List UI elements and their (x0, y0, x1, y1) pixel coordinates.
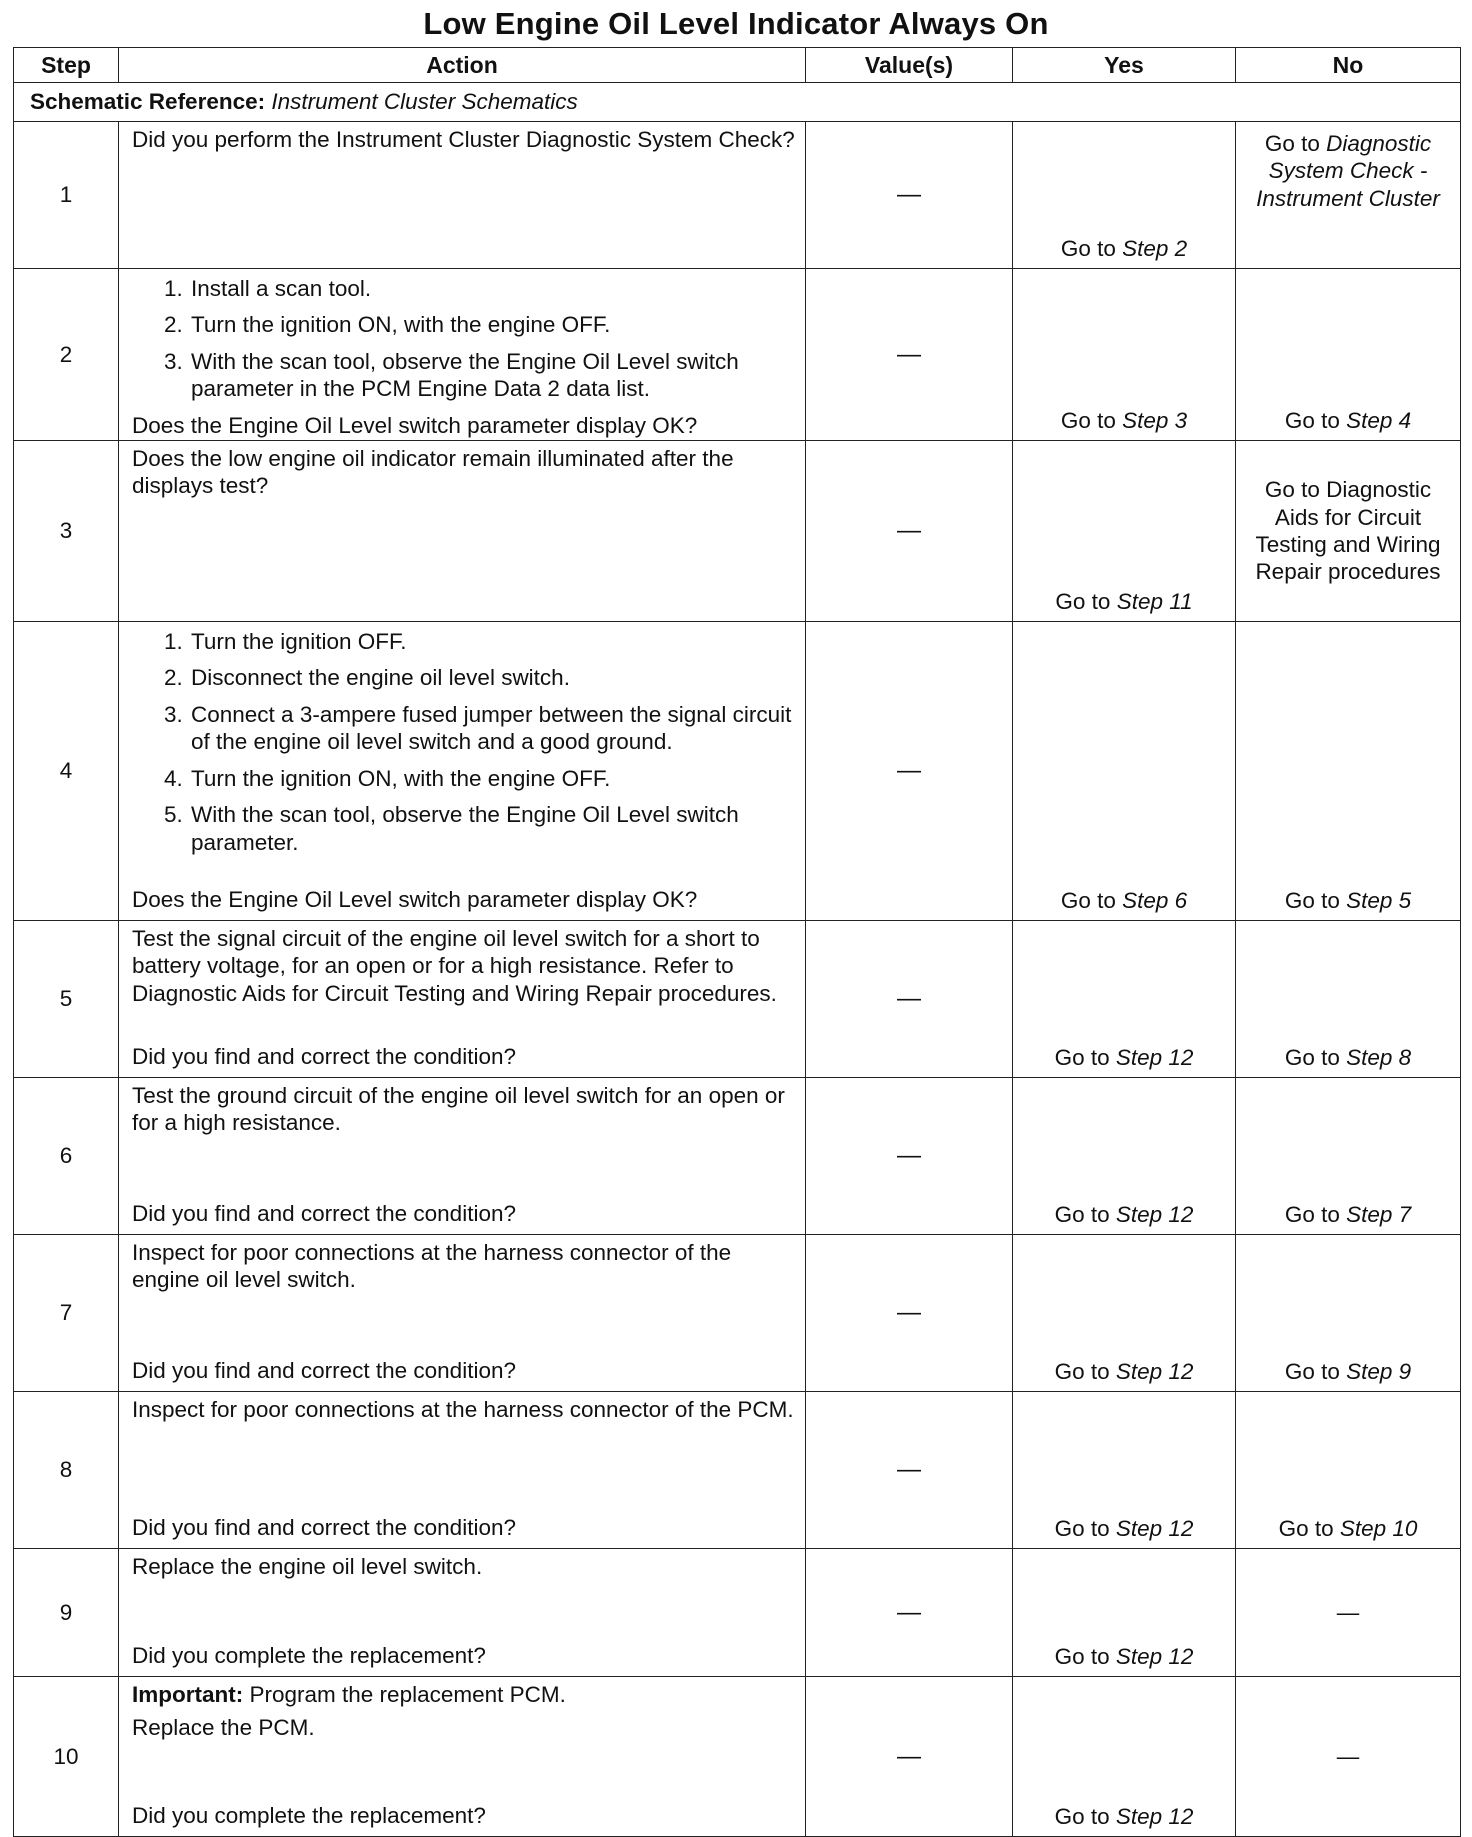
action-question: Did you find and correct the condition? (132, 1200, 516, 1226)
yes-cell (1013, 1392, 1236, 1549)
yes-prefix: Go to (1054, 1515, 1116, 1541)
yes-prefix: Go to (1054, 1643, 1116, 1669)
substep-item: 2. Disconnect the engine oil level switch. (189, 664, 795, 691)
action-cell (119, 921, 806, 1078)
yes-prefix: Go to (1054, 1358, 1116, 1384)
schematic-reference-row (14, 83, 1461, 122)
step-number: 3 (14, 441, 119, 622)
no-prefix: Go to (1284, 1358, 1347, 1384)
no-step-link[interactable]: Step 7 (1346, 1201, 1412, 1227)
important-note (132, 1681, 795, 1708)
diagnostic-table (13, 47, 1461, 1837)
table-row (14, 269, 1461, 441)
action-cell (119, 269, 806, 441)
step-number: 2 (14, 269, 119, 441)
important-text: Program the replacement PCM. (243, 1682, 566, 1707)
action-cell (119, 441, 806, 622)
action-text: Does the low engine oil indicator remain illuminated after the displays test? (132, 446, 734, 499)
no-step-link[interactable]: Step 4 (1346, 407, 1412, 433)
action-question: Does the Engine Oil Level switch parameter display OK? (132, 886, 698, 912)
substep-item: 5. With the scan tool, observe the Engine Oil Level switch parameter. (189, 801, 795, 856)
yes-cell (1013, 921, 1236, 1078)
yes-prefix: Go to (1060, 407, 1123, 433)
value-cell: — (806, 1549, 1013, 1677)
no-prefix: Go to (1284, 1044, 1347, 1070)
step-number: 10 (14, 1677, 119, 1837)
action-cell (119, 1235, 806, 1392)
substep-item: 2. Turn the ignition ON, with the engine OFF. (189, 311, 795, 338)
yes-step-link[interactable]: Step 12 (1115, 1643, 1194, 1669)
no-prefix: Go to (1284, 407, 1347, 433)
value-cell: — (806, 1677, 1013, 1837)
no-step-link[interactable]: Diagnostic System Check - Instrument Cluster (1256, 131, 1440, 211)
table-row (14, 1677, 1461, 1837)
yes-prefix: Go to (1054, 1044, 1116, 1070)
value-cell: — (806, 269, 1013, 441)
schematic-reference-link[interactable]: Instrument Cluster Schematics (271, 89, 578, 115)
yes-step-link[interactable]: Step 12 (1115, 1044, 1194, 1070)
no-cell (1236, 1078, 1461, 1235)
action-question: Did you complete the replacement? (132, 1802, 486, 1828)
no-cell (1236, 441, 1461, 622)
schematic-reference-label: Schematic Reference: (30, 89, 266, 115)
step-number: 1 (14, 122, 119, 269)
action-question: Did you find and correct the condition? (132, 1043, 516, 1069)
substep-item: 1. Install a scan tool. (189, 275, 795, 302)
header-step: Step (14, 48, 119, 83)
action-text: Replace the engine oil level switch. (132, 1554, 483, 1579)
no-step-link[interactable]: Step 5 (1346, 887, 1412, 913)
action-text: Inspect for poor connections at the harness connector of the engine oil level switch. (132, 1240, 732, 1293)
yes-prefix: Go to (1060, 235, 1123, 261)
no-cell (1236, 921, 1461, 1078)
action-text: Inspect for poor connections at the harness connector of the PCM. (132, 1397, 794, 1422)
action-text: Replace the PCM. (132, 1715, 315, 1741)
table-row (14, 622, 1461, 921)
yes-cell (1013, 1677, 1236, 1837)
value-cell: — (806, 622, 1013, 921)
header-no: No (1236, 48, 1461, 83)
yes-prefix: Go to (1054, 1201, 1116, 1227)
action-text: Did you perform the Instrument Cluster Diagnostic System Check? (132, 127, 795, 152)
yes-step-link[interactable]: Step 11 (1116, 588, 1193, 614)
yes-step-link[interactable]: Step 2 (1122, 235, 1188, 261)
no-step-link[interactable]: Step 8 (1346, 1044, 1412, 1070)
yes-cell (1013, 1235, 1236, 1392)
important-label: Important: (132, 1682, 244, 1707)
step-number: 4 (14, 622, 119, 921)
step-number: 6 (14, 1078, 119, 1235)
value-cell: — (806, 441, 1013, 622)
step-number: 5 (14, 921, 119, 1078)
step-number: 9 (14, 1549, 119, 1677)
schematic-reference (14, 83, 1461, 122)
yes-cell (1013, 269, 1236, 441)
yes-cell (1013, 1078, 1236, 1235)
action-question: Did you find and correct the condition? (132, 1357, 516, 1383)
page-title: Low Engine Oil Level Indicator Always On (423, 6, 1049, 41)
header-yes: Yes (1013, 48, 1236, 83)
no-prefix: Go to Diagnostic Aids for Circuit Testing and Wiring Repair procedures (1255, 477, 1441, 585)
yes-step-link[interactable]: Step 3 (1122, 407, 1188, 433)
yes-step-link[interactable]: Step 12 (1115, 1201, 1194, 1227)
action-cell (119, 622, 806, 921)
table-row (14, 1078, 1461, 1235)
no-cell (1236, 622, 1461, 921)
no-prefix: Go to (1264, 131, 1327, 156)
substep-item: 4. Turn the ignition ON, with the engine OFF. (189, 765, 795, 792)
substep-item: 3. Connect a 3-ampere fused jumper between the signal circuit of the engine oil level switch and a good ground. (189, 701, 795, 756)
action-cell (119, 1549, 806, 1677)
value-cell: — (806, 921, 1013, 1078)
table-row (14, 122, 1461, 269)
action-text: Test the signal circuit of the engine oil level switch for a short to battery voltage, for an open or for a high resistance. Refer to Diagnostic Aids for Circuit Testing and Wiring Repair procedures. (132, 926, 777, 1006)
action-text: Test the ground circuit of the engine oil level switch for an open or for a high resistance. (132, 1083, 785, 1136)
yes-cell (1013, 122, 1236, 269)
step-number: 7 (14, 1235, 119, 1392)
action-question: Did you find and correct the condition? (132, 1514, 516, 1540)
action-question: Did you complete the replacement? (132, 1642, 486, 1668)
header-action: Action (119, 48, 806, 83)
table-row (14, 441, 1461, 622)
action-cell (119, 1677, 806, 1837)
action-cell (119, 122, 806, 269)
substep-list (132, 628, 795, 856)
table-row (14, 1235, 1461, 1392)
yes-cell (1013, 622, 1236, 921)
table-row (14, 921, 1461, 1078)
value-cell: — (806, 1078, 1013, 1235)
table-row (14, 1549, 1461, 1677)
no-cell (1236, 1235, 1461, 1392)
table-row (14, 1392, 1461, 1549)
no-prefix: — (1336, 1599, 1360, 1625)
no-step-link[interactable]: Step 9 (1346, 1358, 1412, 1384)
action-cell (119, 1078, 806, 1235)
yes-step-link[interactable]: Step 12 (1115, 1515, 1194, 1541)
no-cell (1236, 1549, 1461, 1677)
value-cell: — (806, 1392, 1013, 1549)
value-cell: — (806, 122, 1013, 269)
value-cell: — (806, 1235, 1013, 1392)
yes-step-link[interactable]: Step 12 (1115, 1803, 1194, 1829)
yes-cell (1013, 1549, 1236, 1677)
yes-prefix: Go to (1054, 1803, 1116, 1829)
no-cell (1236, 1392, 1461, 1549)
substep-item: 3. With the scan tool, observe the Engine Oil Level switch parameter in the PCM Engine Data 2 data list. (189, 348, 795, 403)
no-cell (1236, 1677, 1461, 1837)
no-step-link[interactable]: Step 10 (1339, 1515, 1418, 1541)
no-prefix: Go to (1284, 887, 1347, 913)
no-cell (1236, 269, 1461, 441)
substep-item: 1. Turn the ignition OFF. (189, 628, 795, 655)
no-prefix: — (1336, 1743, 1360, 1769)
no-prefix: Go to (1278, 1515, 1340, 1541)
no-cell (1236, 122, 1461, 269)
yes-prefix: Go to (1060, 887, 1123, 913)
yes-prefix: Go to (1055, 588, 1117, 614)
header-values: Value(s) (806, 48, 1013, 83)
action-cell (119, 1392, 806, 1549)
header-row (14, 48, 1461, 83)
yes-step-link[interactable]: Step 6 (1122, 887, 1188, 913)
action-question: Does the Engine Oil Level switch parameter display OK? (132, 412, 698, 438)
no-prefix: Go to (1284, 1201, 1347, 1227)
substep-list (132, 275, 795, 403)
yes-cell (1013, 441, 1236, 622)
step-number: 8 (14, 1392, 119, 1549)
yes-step-link[interactable]: Step 12 (1115, 1358, 1194, 1384)
